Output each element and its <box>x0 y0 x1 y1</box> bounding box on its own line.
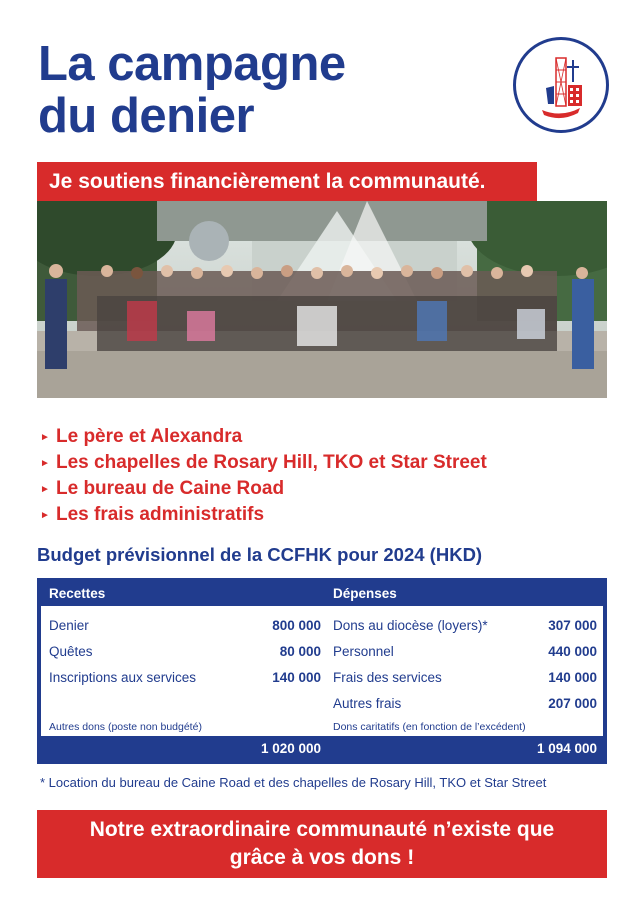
list-item <box>40 424 487 450</box>
support-banner: Je soutiens financièrement la communauté. <box>37 162 537 201</box>
table-header <box>41 582 603 606</box>
church-parish-logo-icon <box>513 37 609 133</box>
depenses-header: Dépenses <box>333 586 397 601</box>
recettes-total: 1 020 000 <box>260 741 321 756</box>
recettes-label: Quêtes <box>49 644 93 659</box>
depenses-amount: 440 000 <box>548 644 597 659</box>
recettes-label: Denier <box>49 618 89 633</box>
recettes-header: Recettes <box>49 586 106 601</box>
depenses-label: Dons au diocèse (loyers)* <box>333 618 488 633</box>
recettes-amount: 80 000 <box>279 644 321 659</box>
depenses-total: 1 094 000 <box>536 741 597 756</box>
depenses-amount: 307 000 <box>548 618 597 633</box>
depenses-note: Dons caritatifs (en fonction de l’excédent) <box>333 721 526 733</box>
depenses-label: Frais des services <box>333 670 442 685</box>
arrow-right-icon: ► <box>40 509 50 521</box>
bullet-list <box>40 424 487 528</box>
recettes-amount: 800 000 <box>272 618 321 633</box>
list-item-label: Le bureau de Caine Road <box>56 478 285 499</box>
recettes-note: Autres dons (poste non budgété) <box>49 721 202 733</box>
donation-banner <box>37 810 607 878</box>
budget-table <box>37 578 607 764</box>
table-footer <box>41 736 603 760</box>
arrow-right-icon: ► <box>40 457 50 469</box>
donation-banner-line1: Notre extraordinaire communauté n’existe que <box>89 818 555 841</box>
recettes-amount: 140 000 <box>272 670 321 685</box>
donation-banner-line2: grâce à vos dons ! <box>229 846 415 869</box>
group-photo <box>37 201 607 398</box>
page-title <box>38 38 346 142</box>
page-title-line1: La campagne <box>38 37 346 91</box>
depenses-label: Autres frais <box>333 696 402 711</box>
list-item <box>40 476 487 502</box>
page-title-line2: du denier <box>38 89 255 143</box>
list-item <box>40 450 487 476</box>
depenses-amount: 207 000 <box>548 696 597 711</box>
depenses-amount: 140 000 <box>548 670 597 685</box>
budget-title: Budget prévisionnel de la CCFHK pour 2024 (HKD) <box>37 544 483 565</box>
depenses-label: Personnel <box>333 644 394 659</box>
arrow-right-icon: ► <box>40 483 50 495</box>
list-item <box>40 502 487 528</box>
list-item-label: Les frais administratifs <box>56 504 265 525</box>
arrow-right-icon: ► <box>40 431 50 443</box>
recettes-label: Inscriptions aux services <box>49 670 197 685</box>
footnote: * Location du bureau de Caine Road et des chapelles de Rosary Hill, TKO et Star Street <box>40 775 547 790</box>
list-item-label: Le père et Alexandra <box>56 426 243 447</box>
list-item-label: Les chapelles de Rosary Hill, TKO et Star Street <box>56 452 487 473</box>
